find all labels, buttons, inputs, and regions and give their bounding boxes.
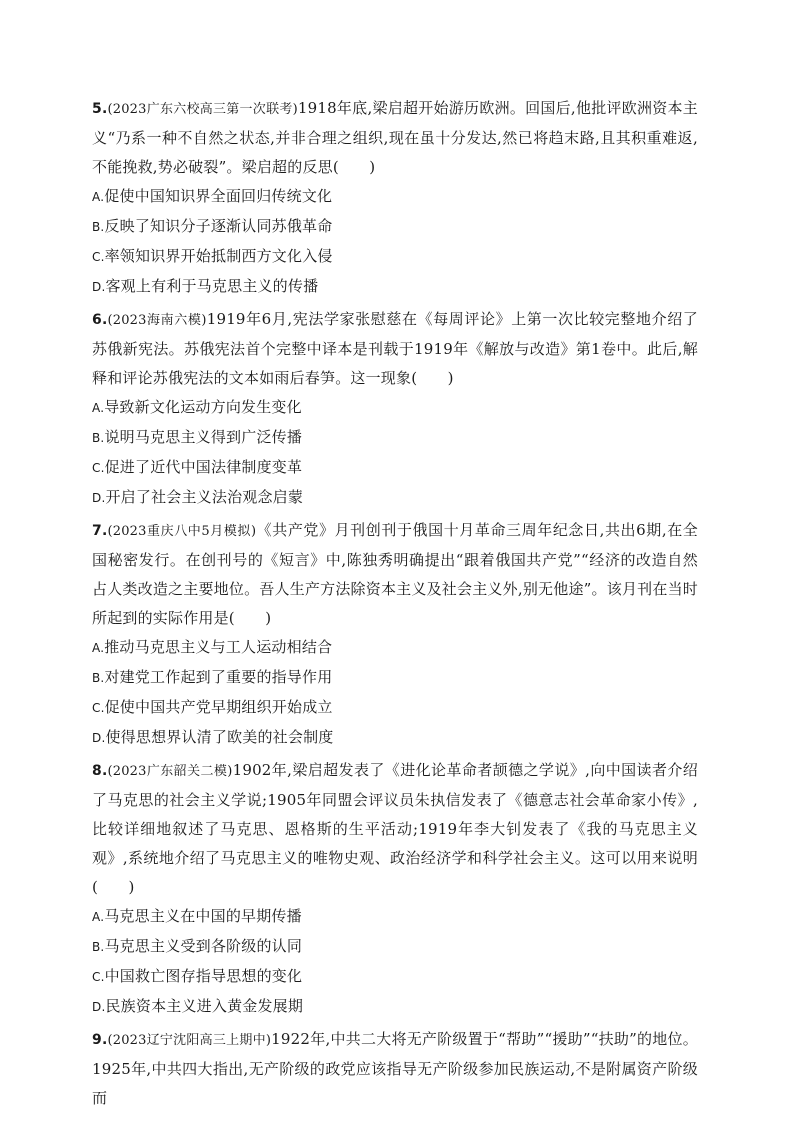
option-letter: A. [92, 641, 105, 655]
option-letter: D. [92, 280, 106, 294]
option-letter: A. [92, 190, 105, 204]
question-number: 7. [92, 523, 108, 539]
question-text: 1902年,梁启超发表了《进化论革命者颉德之学说》,向中国读者介绍了马克思的社会主义学说;1905年同盟会评议员朱执信发表了《德意志社会革命家小传》,比较详细地叙述了马克思、恩格斯的生平活动;1919年李大钊发表了《我的马克思主义观》,系统地介绍了马克思主义的唯物史观、政治经济学和科学社会主义。这可以用来说明( ) [92, 761, 698, 896]
answer-option [92, 272, 698, 302]
option-text: 反映了知识分子逐渐认同苏俄革命 [104, 217, 333, 235]
option-letter: D. [92, 1000, 106, 1014]
document-page [92, 94, 698, 1116]
option-text: 促进了近代中国法律制度变革 [104, 458, 303, 476]
option-letter: B. [92, 431, 105, 445]
option-text: 马克思主义受到各阶级的认同 [104, 937, 303, 955]
question-stem [92, 305, 698, 393]
option-letter: C. [92, 970, 105, 984]
question-number: 5. [92, 101, 108, 117]
answer-option [92, 902, 698, 932]
option-letter: B. [92, 940, 105, 954]
option-letter: C. [92, 461, 105, 475]
option-letter: A. [92, 910, 105, 924]
option-text: 说明马克思主义得到广泛传播 [104, 428, 303, 446]
question-stem [92, 94, 698, 182]
question-source: (2023海南六模) [107, 313, 207, 328]
question-block [92, 756, 698, 1022]
question-source: (2023广东六校高三第一次联考) [107, 102, 298, 117]
question-number: 6. [92, 312, 108, 328]
question-source: (2023广东韶关二模) [107, 764, 233, 779]
option-text: 率领知识界开始抵制西方文化入侵 [104, 247, 333, 265]
option-letter: D. [92, 491, 106, 505]
answer-option [92, 992, 698, 1022]
answer-option [92, 483, 698, 513]
question-block [92, 516, 698, 753]
option-text: 促使中国共产党早期组织开始成立 [104, 698, 333, 716]
option-letter: B. [92, 671, 105, 685]
answer-option [92, 693, 698, 723]
question-block [92, 94, 698, 302]
question-block [92, 305, 698, 513]
option-text: 马克思主义在中国的早期传播 [104, 907, 302, 925]
option-letter: B. [92, 220, 105, 234]
answer-option [92, 242, 698, 272]
question-stem [92, 756, 698, 902]
question-number: 9. [92, 1032, 108, 1048]
question-stem [92, 1025, 698, 1113]
option-text: 导致新文化运动方向发生变化 [104, 398, 302, 416]
option-letter: C. [92, 250, 105, 264]
question-text: 1918年底,梁启超开始游历欧洲。回国后,他批评欧洲资本主义“乃系一种不自然之状态,并非合理之组织,现在虽十分发达,然已将趋末路,且其积重难返,不能挽救,势必破裂”。梁启超的反思( ) [92, 99, 698, 176]
option-text: 民族资本主义进入黄金发展期 [105, 997, 304, 1015]
option-letter: C. [92, 701, 105, 715]
answer-option [92, 723, 698, 753]
option-letter: A. [92, 401, 105, 415]
option-letter: D. [92, 731, 106, 745]
question-stem [92, 516, 698, 633]
option-text: 推动马克思主义与工人运动相结合 [104, 638, 333, 656]
question-number: 8. [92, 763, 108, 779]
answer-option [92, 423, 698, 453]
answer-option [92, 453, 698, 483]
option-text: 对建党工作起到了重要的指导作用 [104, 668, 333, 686]
answer-option [92, 932, 698, 962]
question-text: 《共产党》月刊创刊于俄国十月革命三周年纪念日,共出6期,在全国秘密发行。在创刊号的《短言》中,陈独秀明确提出“跟着俄国共产党”“经济的改造自然占人类改造之主要地位。吾人生产方法除资本主义及社会主义外,别无他途”。该月刊在当时所起到的实际作用是( ) [92, 521, 698, 627]
answer-option [92, 393, 698, 423]
answer-option [92, 962, 698, 992]
option-text: 客观上有利于马克思主义的传播 [105, 277, 319, 295]
answer-option [92, 663, 698, 693]
option-text: 促使中国知识界全面回归传统文化 [104, 187, 333, 205]
question-source: (2023重庆八中5月模拟) [107, 524, 257, 539]
option-text: 使得思想界认清了欧美的社会制度 [105, 728, 334, 746]
question-block [92, 1025, 698, 1113]
question-source: (2023辽宁沈阳高三上期中) [107, 1033, 272, 1048]
answer-option [92, 212, 698, 242]
question-text: 1922年,中共二大将无产阶级置于“帮助”“援助”“扶助”的地位。1925年,中共四大指出,无产阶级的政党应该指导无产阶级参加民族运动,不是附属资产阶级而 [92, 1030, 698, 1107]
answer-option [92, 182, 698, 212]
option-text: 开启了社会主义法治观念启蒙 [105, 488, 304, 506]
option-text: 中国救亡图存指导思想的变化 [104, 967, 303, 985]
answer-option [92, 633, 698, 663]
question-text: 1919年6月,宪法学家张慰慈在《每周评论》上第一次比较完整地介绍了苏俄新宪法。苏俄宪法首个完整中译本是刊载于1919年《解放与改造》第1卷中。此后,解释和评论苏俄宪法的文本如雨后春笋。这一现象( ) [92, 310, 698, 387]
